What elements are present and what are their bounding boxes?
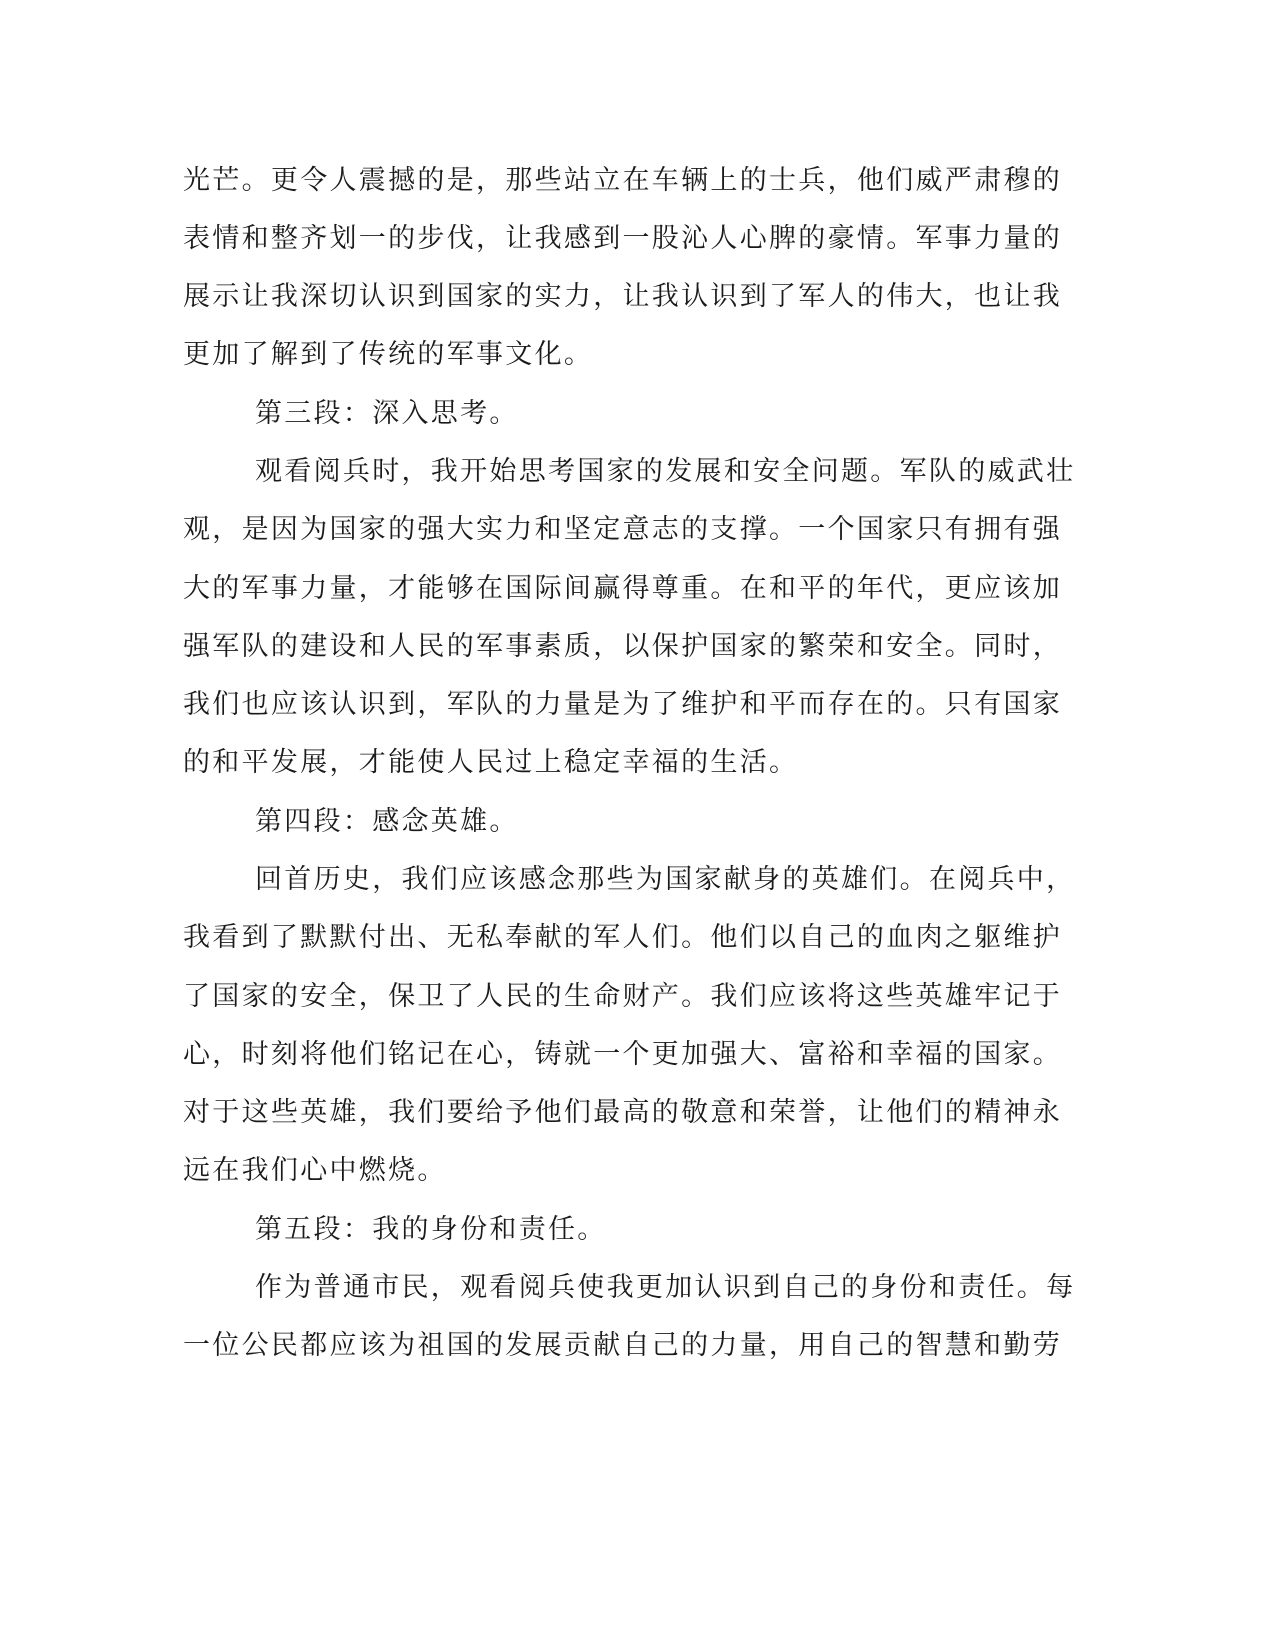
text-line: 强军队的建设和人民的军事素质，以保护国家的繁荣和安全。同时， [183,631,1062,662]
text-line: 一位公民都应该为祖国的发展贡献自己的力量，用自己的智慧和勤劳 [183,1330,1062,1361]
text-line: 我们也应该认识到，军队的力量是为了维护和平而存在的。只有国家 [183,689,1062,720]
paragraph-first-line: 回首历史，我们应该感念那些为国家献身的英雄们。在阅兵中， [255,864,1076,895]
text-line: 的和平发展，才能使人民过上稳定幸福的生活。 [183,747,799,778]
text-line: 光芒。更令人震撼的是，那些站立在车辆上的士兵，他们威严肃穆的 [183,165,1062,196]
text-line: 我看到了默默付出、无私奉献的军人们。他们以自己的血肉之躯维护 [183,922,1062,953]
text-line: 远在我们心中燃烧。 [183,1155,447,1186]
section-heading: 第四段：感念英雄。 [255,806,519,837]
section-heading: 第五段：我的身份和责任。 [255,1214,607,1245]
paragraph-first-line: 作为普通市民，观看阅兵使我更加认识到自己的身份和责任。每 [255,1272,1076,1303]
text-line: 观，是因为国家的强大实力和坚定意志的支撑。一个国家只有拥有强 [183,514,1062,545]
text-line: 更加了解到了传统的军事文化。 [183,339,594,370]
text-line: 对于这些英雄，我们要给予他们最高的敬意和荣誉，让他们的精神永 [183,1097,1062,1128]
section-heading: 第三段：深入思考。 [255,398,519,429]
text-line: 了国家的安全，保卫了人民的生命财产。我们应该将这些英雄牢记于 [183,981,1062,1012]
paragraph-first-line: 观看阅兵时，我开始思考国家的发展和安全问题。军队的威武壮 [255,456,1076,487]
text-line: 大的军事力量，才能够在国际间赢得尊重。在和平的年代，更应该加 [183,573,1062,604]
text-line: 展示让我深切认识到国家的实力，让我认识到了军人的伟大，也让我 [183,281,1062,312]
text-line: 心，时刻将他们铭记在心，铸就一个更加强大、富裕和幸福的国家。 [183,1039,1062,1070]
text-line: 表情和整齐划一的步伐，让我感到一股沁人心脾的豪情。军事力量的 [183,223,1062,254]
